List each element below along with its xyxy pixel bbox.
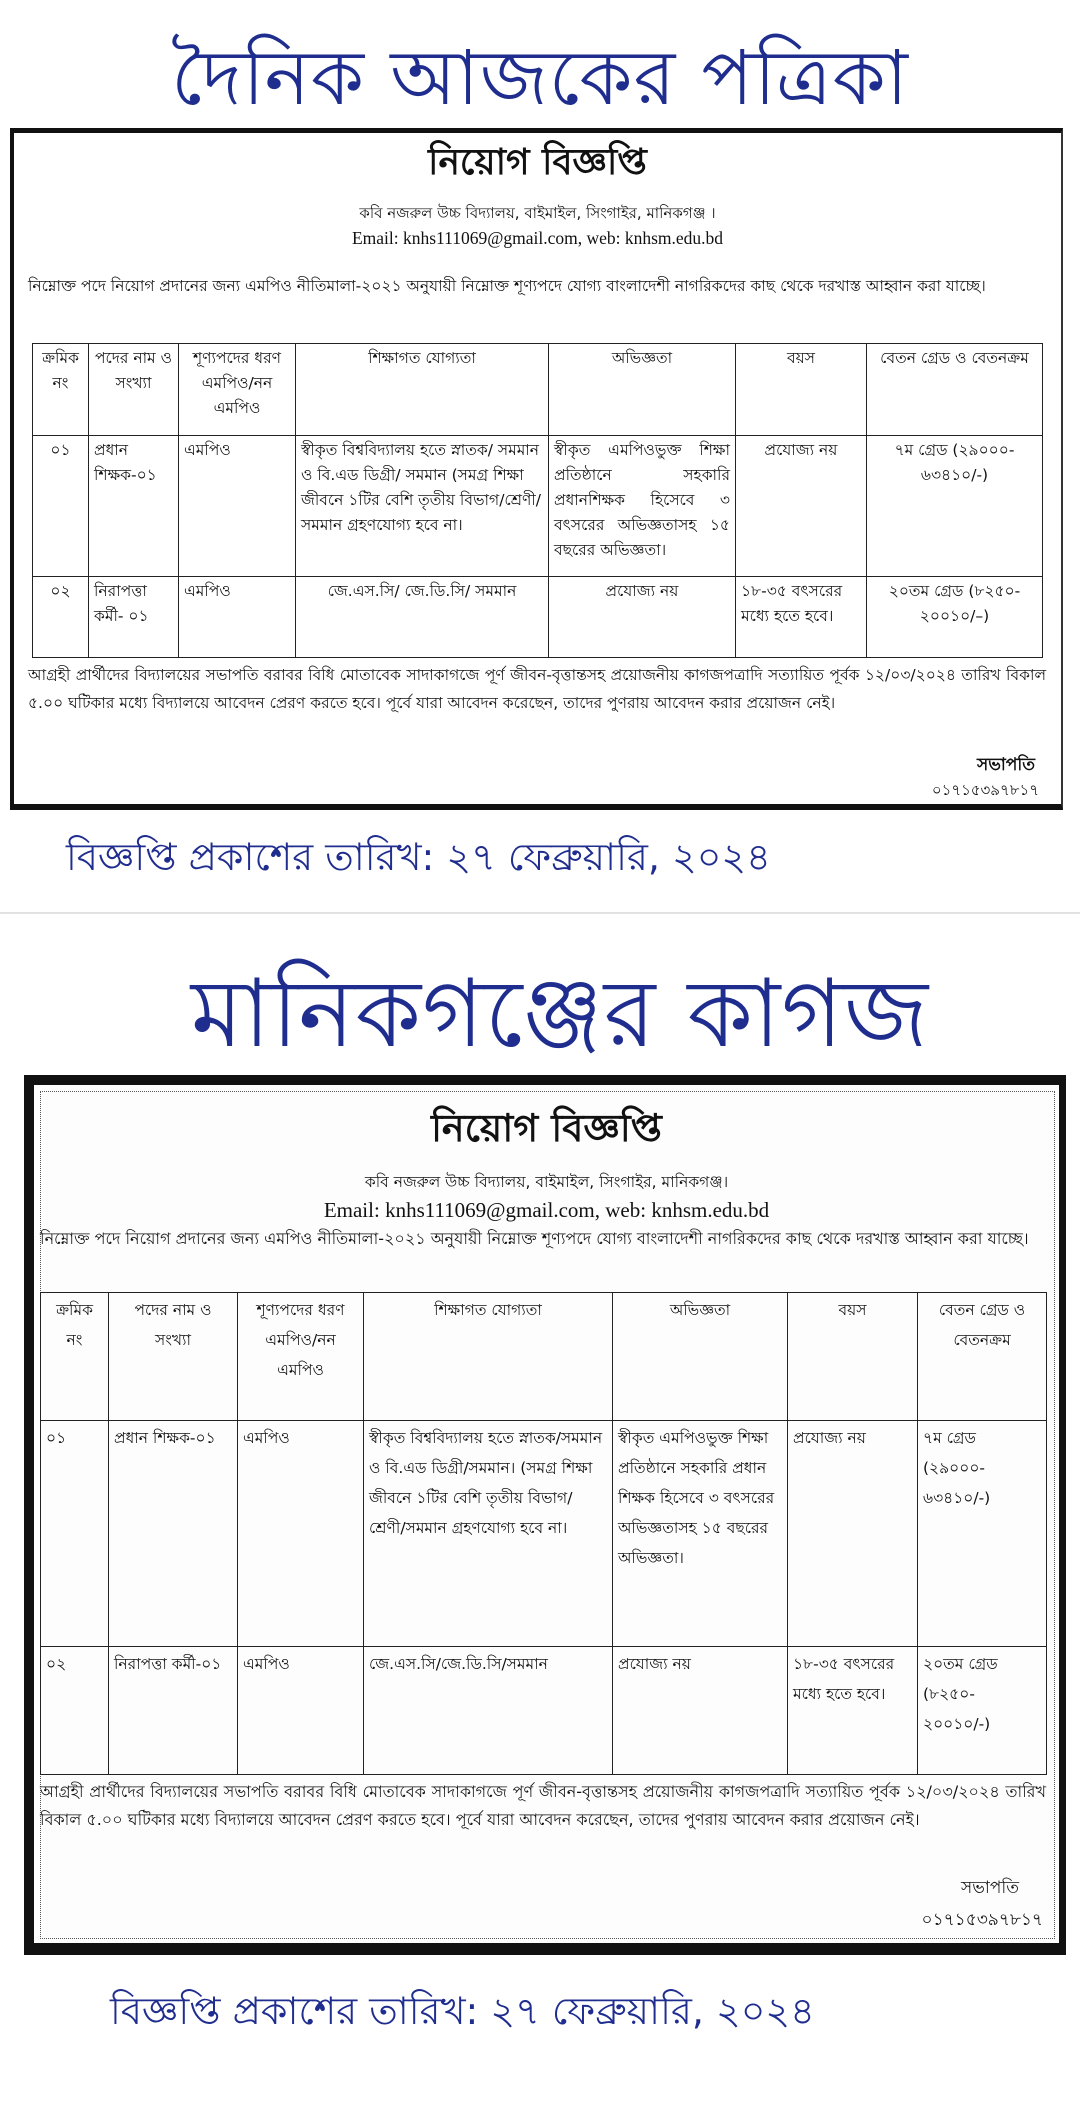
cell-vacancy-type: এমপিও	[179, 436, 296, 577]
cell-salary: ২০তম গ্রেড (৮২৫০- ২০০১০/-)	[918, 1647, 1047, 1775]
cell-serial: ০১	[41, 1421, 109, 1647]
intro-paragraph: নিম্নোক্ত পদে নিয়োগ প্রদানের জন্য এমপিও নীতিমালা-২০২১ অনুযায়ী নিম্নোক্ত শূণ্যপদে যোগ্য বাংলাদেশী নাগরিকদের কাছ থেকে দরখাস্ত আহ্বান করা যাচ্ছে।	[28, 277, 986, 295]
notice-title: নিয়োগ বিজ্ঞপ্তি	[431, 1106, 662, 1150]
signatory-phone: ০১৭১৫৩৯৭৮১৭	[921, 1910, 1043, 1930]
header-age: বয়স	[736, 344, 867, 436]
header-salary: বেতন গ্রেড ও বেতনক্রম	[867, 344, 1043, 436]
header-education: শিক্ষাগত যোগ্যতা	[364, 1293, 613, 1421]
cell-vacancy-type: এমপিও	[238, 1647, 364, 1775]
cell-age: প্রযোজ্য নয়	[736, 436, 867, 577]
header-salary: বেতন গ্রেড ও বেতনক্রম	[918, 1293, 1047, 1421]
header-experience: অভিজ্ঞতা	[613, 1293, 788, 1421]
header-experience: অভিজ্ঞতা	[549, 344, 736, 436]
cell-experience: স্বীকৃত এমপিওভুক্ত শিক্ষা প্রতিষ্ঠানে সহকারি প্রধানশিক্ষক হিসেবে ৩ বৎসরের অভিজ্ঞতাসহ ১৫ বছরের অভিজ্ঞতা।	[549, 436, 736, 577]
header-vacancy-type: শূণ্যপদের ধরণ এমপিও/নন এমপিও	[238, 1293, 364, 1421]
cell-serial: ০২	[41, 1647, 109, 1775]
notice-title: নিয়োগ বিজ্ঞপ্তি	[428, 142, 647, 183]
signatory-title: সভাপতি	[977, 755, 1035, 775]
signatory-title: সভাপতি	[961, 1878, 1019, 1898]
table-row	[41, 1421, 1047, 1647]
cell-experience: প্রযোজ্য নয়	[613, 1647, 788, 1775]
cell-education: জে.এস.সি/ জে.ডি.সি/ সমমান	[296, 577, 549, 658]
cell-education: স্বীকৃত বিশ্ববিদ্যালয় হতে স্নাতক/সমমান ও বি.এড ডিগ্রী/সমমান। (সমগ্র শিক্ষা জীবনে ১টির বেশি তৃতীয় বিভাগ/শ্রেণী/সমমান গ্রহণযোগ্য হবে না।	[364, 1421, 613, 1647]
publish-date-caption-2: বিজ্ঞপ্তি প্রকাশের তারিখ: ২৭ ফেব্রুয়ারি, ২০২৪	[110, 1989, 815, 2033]
cell-post: নিরাপত্তা কর্মী-০১	[109, 1647, 238, 1775]
closing-paragraph: আগ্রহী প্রার্থীদের বিদ্যালয়ের সভাপতি বরাবর বিধি মোতাবেক সাদাকাগজে পূর্ণ জীবন-বৃত্তান্তসহ প্রয়োজনীয় কাগজপত্রাদি সত্যায়িত পূর্বক ১২/০৩/২০২৪ তারিখ বিকাল ৫.০০ ঘটিকার মধ্যে বিদ্যালয়ে আবেদন প্রেরণ করতে হবে। পূর্বে যারা আবেদন করেছেন, তাদের পুণরায় আবেদন করার প্রয়োজন নেই।	[40, 1782, 1046, 1829]
institution-address: কবি নজরুল উচ্চ বিদ্যালয়, বাইমাইল, সিংগাইর, মানিকগঞ্জ ।	[359, 204, 716, 222]
cell-age: ১৮-৩৫ বৎসরের মধ্যে হতে হবে।	[736, 577, 867, 658]
cell-experience: স্বীকৃত এমপিওভুক্ত শিক্ষা প্রতিষ্ঠানে সহকারি প্রধান শিক্ষক হিসেবে ৩ বৎসরের অভিজ্ঞতাসহ ১৫ বছরের অভিজ্ঞতা।	[613, 1421, 788, 1647]
institution-address: কবি নজরুল উচ্চ বিদ্যালয়, বাইমাইল, সিংগাইর, মানিকগঞ্জ।	[364, 1173, 729, 1191]
cell-salary: ৭ম গ্রেড (২৯০০০- ৬৩৪১০/-)	[918, 1421, 1047, 1647]
cell-vacancy-type: এমপিও	[238, 1421, 364, 1647]
newspaper-name-1: দৈনিক আজকের পত্রিকা	[171, 33, 909, 122]
header-serial: ক্রমিক নং	[33, 344, 89, 436]
header-post: পদের নাম ও সংখ্যা	[109, 1293, 238, 1421]
publish-date-caption-1: বিজ্ঞপ্তি প্রকাশের তারিখ: ২৭ ফেব্রুয়ারি, ২০২৪	[66, 835, 771, 879]
table-header-row	[41, 1293, 1047, 1421]
cell-post: নিরাপত্তা কর্মী- ০১	[89, 577, 179, 658]
cell-salary: ২০তম গ্রেড (৮২৫০- ২০০১০/–)	[867, 577, 1043, 658]
header-education: শিক্ষাগত যোগ্যতা	[296, 344, 549, 436]
header-post: পদের নাম ও সংখ্যা	[89, 344, 179, 436]
table-row	[41, 1647, 1047, 1775]
contact-line: Email: knhs111069@gmail.com, web: knhsm.edu.bd	[323, 1198, 770, 1222]
cell-education: স্বীকৃত বিশ্ববিদ্যালয় হতে স্নাতক/ সমমান ও বি.এড ডিগ্রী/ সমমান (সমগ্র শিক্ষা জীবনে ১টির বেশি তৃতীয় বিভাগ/শ্রেণী/সমমান গ্রহণযোগ্য হবে না।	[296, 436, 549, 577]
vacancy-table	[32, 343, 1043, 658]
newspaper-name-2: মানিকগঞ্জের কাগজ	[190, 960, 930, 1069]
header-serial: ক্রমিক নং	[41, 1293, 109, 1421]
cell-post: প্রধান শিক্ষক-০১	[89, 436, 179, 577]
cell-serial: ০১	[33, 436, 89, 577]
cell-experience: প্রযোজ্য নয়	[549, 577, 736, 658]
closing-paragraph: আগ্রহী প্রার্থীদের বিদ্যালয়ের সভাপতি বরাবর বিধি মোতাবেক সাদাকাগজে পূর্ণ জীবন-বৃত্তান্তসহ প্রয়োজনীয় কাগজপত্রাদি সত্যায়িত পূর্বক ১২/০৩/২০২৪ তারিখ বিকাল ৫.০০ ঘটিকার মধ্যে বিদ্যালয়ে আবেদন প্রেরণ করতে হবে। পূর্বে যারা আবেদন করেছেন, তাদের পুণরায় আবেদন করার প্রয়োজন নেই।	[28, 666, 1046, 712]
signatory-phone: ০১৭১৫৩৯৭৮১৭	[931, 781, 1039, 799]
contact-line: Email: knhs111069@gmail.com, web: knhsm.edu.bd	[351, 228, 724, 248]
cell-post: প্রধান শিক্ষক-০১	[109, 1421, 238, 1647]
cell-age: প্রযোজ্য নয়	[788, 1421, 918, 1647]
cell-vacancy-type: এমপিও	[179, 577, 296, 658]
intro-paragraph: নিম্নোক্ত পদে নিয়োগ প্রদানের জন্য এমপিও নীতিমালা-২০২১ অনুযায়ী নিম্নোক্ত শূণ্যপদে যোগ্য বাংলাদেশী নাগরিকদের কাছ থেকে দরখাস্ত আহ্বান করা যাচ্ছে।	[40, 1229, 1029, 1248]
section-divider	[0, 912, 1080, 914]
cell-education: জে.এস.সি/জে.ডি.সি/সমমান	[364, 1647, 613, 1775]
table-row	[33, 436, 1043, 577]
cell-serial: ০২	[33, 577, 89, 658]
header-age: বয়স	[788, 1293, 918, 1421]
cell-age: ১৮-৩৫ বৎসরের মধ্যে হতে হবে।	[788, 1647, 918, 1775]
notice-clipping-1	[10, 128, 1063, 810]
cell-salary: ৭ম গ্রেড (২৯০০০- ৬৩৪১০/-)	[867, 436, 1043, 577]
table-row	[33, 577, 1043, 658]
notice-clipping-2	[24, 1075, 1066, 1955]
header-vacancy-type: শূণ্যপদের ধরণ এমপিও/নন এমপিও	[179, 344, 296, 436]
vacancy-table	[40, 1292, 1047, 1775]
table-header-row	[33, 344, 1043, 436]
